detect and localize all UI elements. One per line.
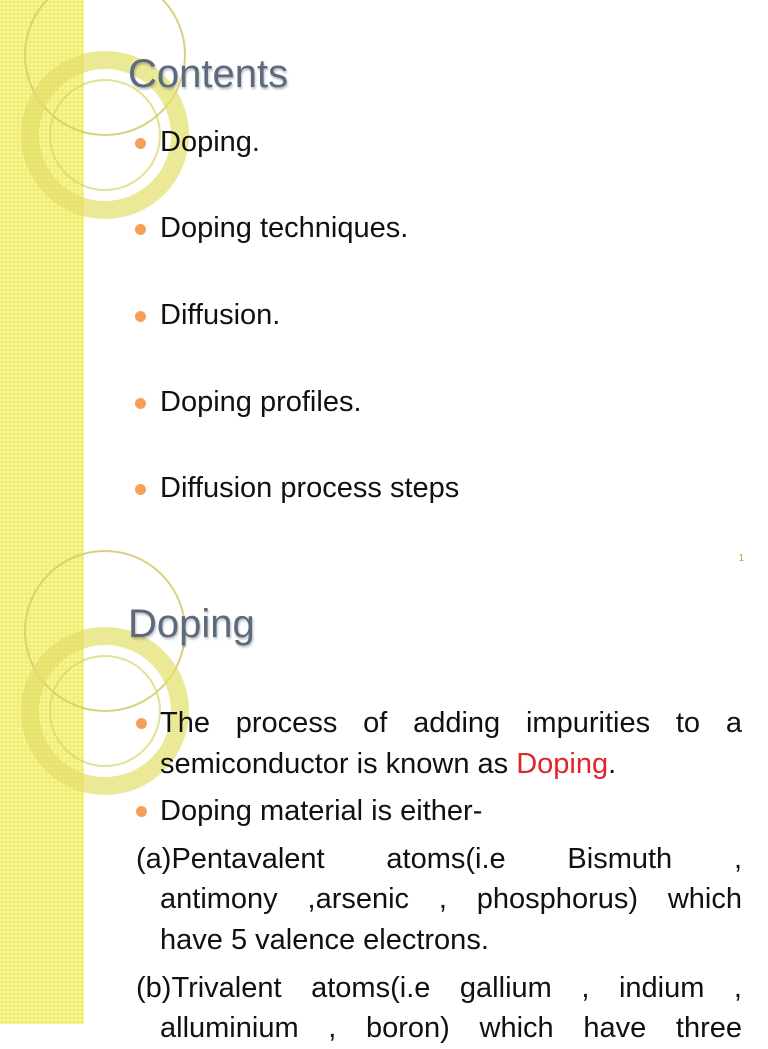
- decorative-circles-icon: [0, 0, 84, 576]
- text-line: (b)Trivalent atoms(i.e gallium , indium ,: [136, 972, 742, 1004]
- bullet-icon: [135, 224, 146, 235]
- list-item: Diffusion process steps: [160, 472, 459, 505]
- text-line: Doping material is either-: [160, 795, 483, 827]
- text-line: antimony ,arsenic , phosphorus) which: [160, 883, 742, 915]
- text-line: The process of adding impurities to a: [160, 707, 742, 739]
- bullet-icon: [135, 138, 146, 149]
- section-title: Doping: [128, 602, 255, 646]
- text-line: (a)Pentavalent atoms(i.e Bismuth ,: [136, 843, 742, 875]
- bullet-icon: [135, 311, 146, 322]
- decorative-sidebar: [0, 576, 84, 1024]
- page-number: 1: [738, 553, 744, 564]
- slide-doping: [0, 576, 768, 1044]
- list-item: Diffusion.: [160, 299, 280, 332]
- decorative-circles-icon: [0, 576, 84, 1024]
- page-title: Contents: [128, 52, 289, 96]
- bullet-icon: [135, 398, 146, 409]
- decorative-sidebar: [0, 0, 84, 576]
- highlight-term: Doping: [516, 748, 609, 780]
- text-line: alluminium , boron) which have three: [160, 1012, 742, 1044]
- bullet-icon: [135, 484, 146, 495]
- bullet-icon: [136, 806, 147, 817]
- list-item: Doping profiles.: [160, 386, 362, 419]
- text-line: have 5 valence electrons.: [160, 924, 489, 956]
- bullet-icon: [136, 718, 147, 729]
- text-line: semiconductor is known as Doping.: [160, 748, 617, 780]
- list-item: Doping.: [160, 126, 260, 159]
- list-item: Doping techniques.: [160, 212, 408, 245]
